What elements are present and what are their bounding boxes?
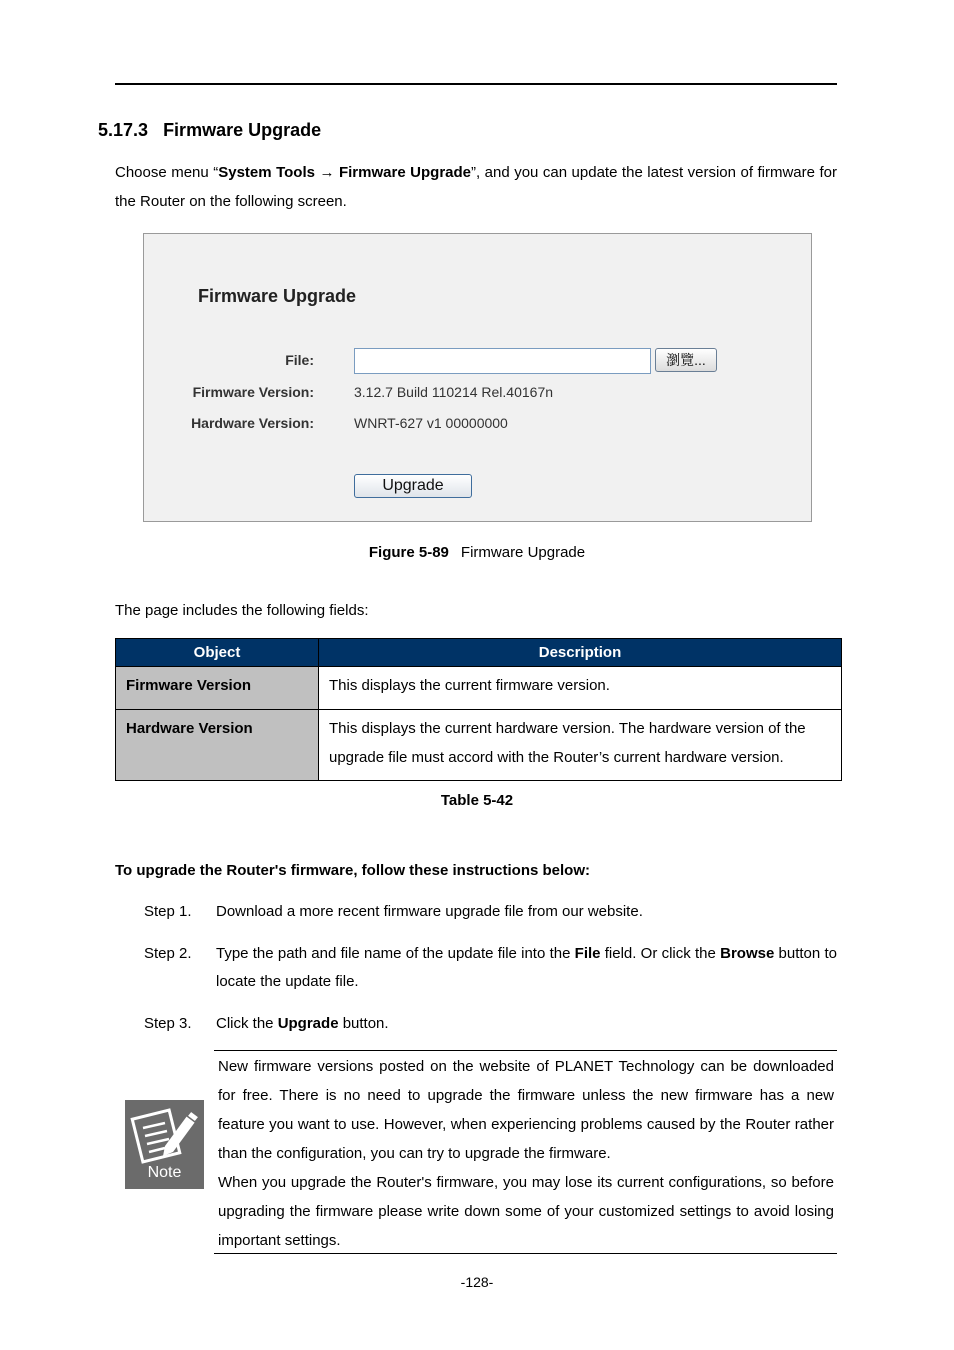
step-label: Step 3. bbox=[144, 1015, 192, 1032]
table-caption: Table 5-42 bbox=[440, 792, 514, 809]
browse-button[interactable]: 瀏覽... bbox=[655, 348, 717, 372]
step-text: Type the path and file name of the update file into the File field. Or click the Browse button to locate the update file. bbox=[216, 945, 837, 990]
table-row bbox=[116, 667, 842, 710]
note-rule-top bbox=[214, 1050, 837, 1051]
hardware-version-label: Hardware Version: bbox=[191, 415, 314, 431]
intro-paragraph bbox=[115, 158, 837, 216]
menu-arrow: → bbox=[319, 164, 335, 181]
notepad-pencil-icon bbox=[125, 1100, 204, 1164]
step-text: Download a more recent firmware upgrade file from our website. bbox=[216, 903, 643, 920]
hardware-version-value: WNRT-627 v1 00000000 bbox=[354, 415, 508, 431]
firmware-version-value: 3.12.7 Build 110214 Rel.40167n bbox=[354, 384, 554, 400]
note-icon bbox=[125, 1100, 204, 1189]
fields-intro: The page includes the following fields: bbox=[115, 602, 369, 619]
note-paragraph: New firmware versions posted on the website of PLANET Technology can be downloaded for free. There is no need to upgrade the firmware unless the new firmware has a new feature you want to use. However, when experiencing problems caused by the Router rather than the configuration, you can try to upgrade the firmware. bbox=[218, 1058, 834, 1162]
figure-title: Firmware Upgrade bbox=[460, 544, 586, 561]
screenshot-heading: Firmware Upgrade bbox=[198, 286, 357, 306]
table-cell-object: Firmware Version bbox=[116, 667, 319, 710]
firmware-version-label: Firmware Version: bbox=[192, 384, 314, 400]
step-text: Click the Upgrade button. bbox=[216, 1015, 389, 1032]
table-row bbox=[116, 710, 842, 781]
menu-system-tools: System Tools bbox=[218, 164, 315, 181]
section-number: 5.17.3 bbox=[98, 120, 149, 140]
table-header-description: Description bbox=[319, 639, 842, 667]
step-label: Step 1. bbox=[144, 903, 192, 920]
figure-number: Figure 5-89 bbox=[368, 544, 449, 561]
page-number: -128- bbox=[460, 1274, 494, 1290]
note-label: Note bbox=[147, 1164, 182, 1181]
table-cell-description: This displays the current hardware version. The hardware version of the upgrade file must accord with the Router’s current hardware version. bbox=[319, 710, 842, 781]
file-label: File: bbox=[285, 352, 314, 368]
step-label: Step 2. bbox=[144, 945, 192, 962]
instructions-title: To upgrade the Router's firmware, follow these instructions below: bbox=[115, 862, 591, 879]
table-header-object: Object bbox=[116, 639, 319, 667]
note-paragraph: When you upgrade the Router's firmware, you may lose its current configurations, so before upgrading the firmware please write down some of your customized settings to avoid losing important settings. bbox=[218, 1174, 834, 1249]
header-rule bbox=[115, 83, 837, 85]
menu-firmware-upgrade: Firmware Upgrade bbox=[338, 164, 472, 181]
file-input[interactable] bbox=[354, 348, 651, 374]
intro-text-end: ”, and you can update the latest version of firmware for the Router on the following screen. bbox=[115, 164, 837, 210]
table-cell-description: This displays the current firmware version. bbox=[319, 667, 842, 710]
fields-table bbox=[115, 638, 842, 781]
table-cell-object: Hardware Version bbox=[116, 710, 319, 781]
firmware-upgrade-screenshot bbox=[143, 233, 812, 522]
note-rule-bottom bbox=[214, 1253, 837, 1254]
intro-text-start: Choose menu “ bbox=[115, 164, 219, 181]
section-title: Firmware Upgrade bbox=[163, 120, 322, 140]
section-heading bbox=[98, 120, 321, 141]
note-text bbox=[218, 1052, 834, 1255]
table-header-row bbox=[116, 639, 842, 667]
upgrade-button[interactable]: Upgrade bbox=[354, 474, 472, 498]
figure-caption bbox=[0, 544, 954, 561]
